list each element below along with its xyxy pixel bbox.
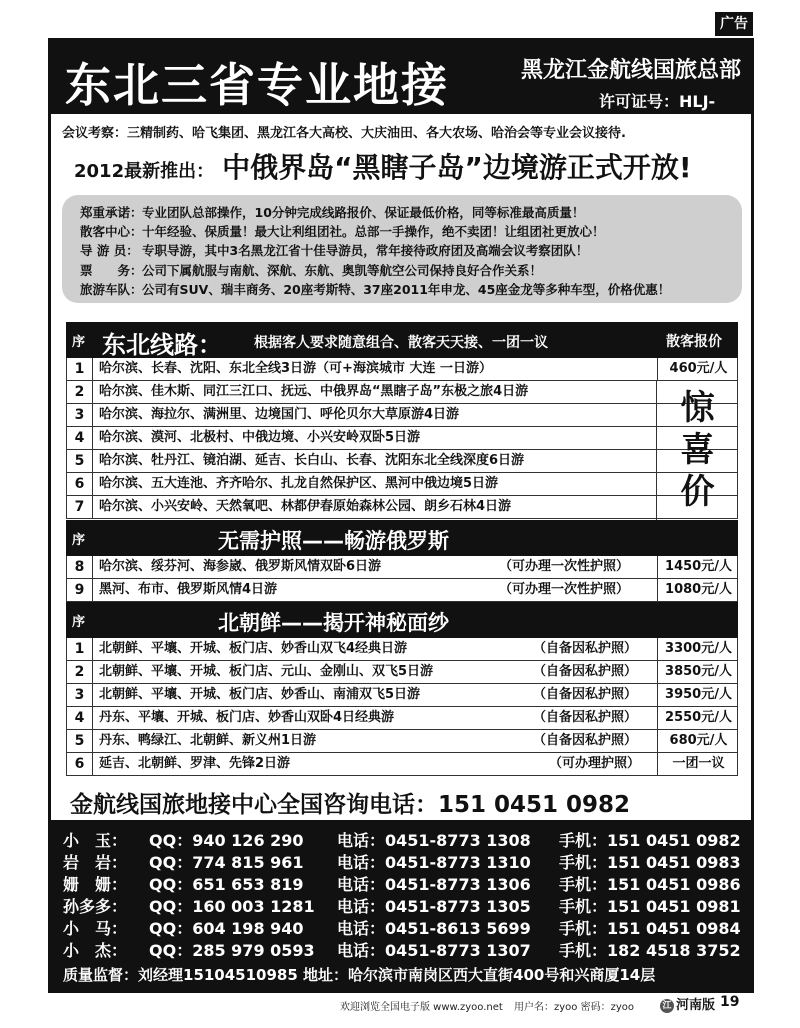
- page-number: 19: [720, 994, 740, 1010]
- promise-key: 票 务：: [80, 262, 143, 278]
- contact-name: 小 玉：: [63, 831, 128, 850]
- edition-label: [660, 994, 715, 1012]
- route-price: 2550元/人: [657, 707, 739, 729]
- contact-qq: QQ：940 126 290: [149, 831, 304, 850]
- promise-box: [62, 195, 742, 303]
- table-row: [66, 473, 738, 496]
- route-note: （自备因私护照）: [533, 710, 638, 725]
- contact-qq: QQ：285 979 0593: [149, 941, 315, 960]
- contact-row: [51, 828, 751, 850]
- table-row: [66, 427, 738, 450]
- promise-key: 散客中心：: [80, 224, 143, 240]
- contact-phone: 电话：0451-8613 5699: [337, 919, 531, 938]
- route-price: 1450元/人: [657, 556, 739, 578]
- route-price: 3300元/人: [657, 638, 739, 660]
- surprise-char: 喜: [680, 430, 715, 470]
- route-text: 北朝鲜、平壤、开城、板门店、妙香山双飞4经典日游: [99, 641, 408, 656]
- col-no-header: 序: [72, 615, 86, 630]
- contact-phone: 电话：0451-8773 1310: [337, 853, 531, 872]
- promise-row: [80, 222, 732, 241]
- headline: 东北三省专业地接: [65, 58, 449, 112]
- route-note: （自备因私护照）: [533, 733, 638, 748]
- surprise-price-label: [656, 381, 738, 522]
- col-no-header: 序: [72, 335, 86, 350]
- surprise-char: 价: [680, 472, 715, 512]
- table-row: [66, 661, 738, 684]
- row-number: 3: [67, 684, 93, 706]
- route-price: 1080元/人: [657, 579, 739, 601]
- route-text: 北朝鲜、平壤、开城、板门店、妙香山、南浦双飞5日游: [99, 687, 421, 702]
- table-row: [66, 381, 738, 404]
- row-number: 3: [67, 404, 93, 426]
- section-subtitle: 根据客人要求随意组合、散客天天接、一团一议: [254, 335, 548, 351]
- edition-badge-icon: 江: [660, 999, 674, 1013]
- section-header-russia: [66, 520, 738, 556]
- promise-text: 公司下属航服与南航、深航、东航、奥凯等航空公司保持良好合作关系！: [142, 262, 543, 278]
- section-header-north-korea: [66, 602, 738, 638]
- route-text: 哈尔滨、海拉尔、满洲里、边境国门、呼伦贝尔大草原游4日游: [99, 407, 460, 422]
- promise-text: 专职导游，其中3名黑龙江省十佳导游员，常年接待政府团及高端会议考察团队！: [142, 243, 589, 259]
- contact-row: [51, 916, 751, 938]
- contact-phone: 电话：0451-8773 1308: [337, 831, 531, 850]
- route-text: 哈尔滨、牡丹江、镜泊湖、延吉、长白山、长春、沈阳东北全线深度6日游: [99, 453, 525, 468]
- route-text: 北朝鲜、平壤、开城、板门店、元山、金刚山、双飞5日游: [99, 664, 434, 679]
- table-row: [66, 358, 738, 381]
- row-number: 6: [67, 473, 93, 495]
- route-text: 哈尔滨、小兴安岭、天然氧吧、林都伊春原始森林公园、朗乡石林4日游: [99, 499, 512, 514]
- table-row: [66, 404, 738, 427]
- table-row: [66, 707, 738, 730]
- table-row: [66, 753, 738, 776]
- promise-key: 导 游 员：: [80, 243, 139, 259]
- row-number: 4: [67, 707, 93, 729]
- promise-text: 十年经验、保质量！最大让利组团社。总部一手操作，绝不卖团！让组团社更放心！: [142, 224, 605, 240]
- contact-row: [51, 850, 751, 872]
- row-number: 7: [67, 496, 93, 518]
- route-note: （可办理护照）: [549, 756, 641, 771]
- route-text: 哈尔滨、长春、沈阳、东北全线3日游（可+海滨城市 大连 一日游）: [99, 361, 492, 376]
- agency-name: 黑龙江金航线国旅总部: [521, 58, 742, 83]
- license-number: 许可证号：HLJ-01279: [599, 92, 716, 131]
- promise-key: 郑重承诺：: [80, 205, 143, 220]
- section-title: 北朝鲜——揭开神秘面纱: [218, 611, 449, 635]
- footer-browse: 欢迎浏览全国电子版 www.zyoo.net: [340, 1002, 503, 1013]
- section-title: 无需护照——畅游俄罗斯: [218, 529, 449, 553]
- contact-name: 岩 岩：: [63, 853, 128, 872]
- contact-mobile: 手机：151 0451 0986: [559, 875, 741, 894]
- route-price: 3850元/人: [657, 661, 739, 683]
- route-price: 3950元/人: [657, 684, 739, 706]
- section-title: 东北线路：: [102, 331, 222, 359]
- table-row: [66, 730, 738, 753]
- price-header: 散客报价: [666, 334, 722, 350]
- route-text: 哈尔滨、绥芬河、海参崴、俄罗斯风情双卧6日游: [99, 559, 382, 574]
- contact-mobile: 手机：182 4518 3752: [559, 941, 741, 960]
- contact-name: 孙多多：: [63, 897, 128, 916]
- route-text: 哈尔滨、五大连池、齐齐哈尔、扎龙自然保护区、黑河中俄边境5日游: [99, 476, 499, 491]
- promo-main: 中俄界岛“黑瞎子岛”边境游正式开放!: [222, 151, 692, 184]
- promise-text: 公司有SUV、瑞丰商务、20座考斯特、37座2011年申龙、45座金龙等多种车型，价格优惠！: [142, 281, 671, 297]
- contact-name: 小 马：: [63, 919, 128, 938]
- route-text: 哈尔滨、漠河、北极村、中俄边境、小兴安岭双卧5日游: [99, 430, 421, 445]
- ad-tag: 广告: [715, 12, 753, 36]
- promise-row: [80, 261, 732, 280]
- route-note: （自备因私护照）: [533, 664, 638, 679]
- route-text: 哈尔滨、佳木斯、同江三江口、抚远、中俄界岛“黑瞎子岛”东极之旅4日游: [99, 384, 529, 399]
- contact-row: [51, 938, 751, 960]
- contact-phone: 电话：0451-8773 1305: [337, 897, 531, 916]
- row-number: 8: [67, 556, 93, 578]
- contact-qq: QQ：651 653 819: [149, 875, 304, 894]
- contact-mobile: 手机：151 0451 0982: [559, 831, 741, 850]
- edition-name: 河南版: [676, 998, 716, 1013]
- row-number: 1: [67, 358, 93, 380]
- table-row: [66, 496, 738, 519]
- route-text: 黑河、布市、俄罗斯风情4日游: [99, 582, 278, 597]
- col-no-header: 序: [72, 533, 86, 548]
- contact-name: 小 杰：: [63, 941, 128, 960]
- contacts-panel: [51, 820, 751, 990]
- row-number: 5: [67, 450, 93, 472]
- quality-supervision: 质量监督：刘经理15104510985 地址：哈尔滨市南岗区西大直街400号和兴商厦14层: [63, 966, 656, 984]
- route-price: 一团一议: [657, 753, 739, 775]
- route-note: （自备因私护照）: [533, 641, 638, 656]
- row-number: 9: [67, 579, 93, 601]
- section-header-northeast: [66, 322, 738, 358]
- promise-text: 专业团队总部操作，10分钟完成线路报价、保证最低价格，同等标准最高质量！: [142, 205, 585, 220]
- table-row: [66, 450, 738, 473]
- contact-qq: QQ：604 198 940: [149, 919, 304, 938]
- promo-prefix: 2012最新推出：: [74, 161, 215, 182]
- contact-row: [51, 894, 751, 916]
- footer-login: 用户名：zyoo 密码：zyoo: [514, 1002, 634, 1013]
- row-number: 2: [67, 381, 93, 403]
- route-note: （可办理一次性护照）: [499, 582, 630, 597]
- promise-row: [80, 203, 732, 222]
- route-note: （可办理一次性护照）: [499, 559, 630, 574]
- route-note: （自备因私护照）: [533, 687, 638, 702]
- contact-phone: 电话：0451-8773 1306: [337, 875, 531, 894]
- table-row: [66, 684, 738, 707]
- row-number: 2: [67, 661, 93, 683]
- contact-mobile: 手机：151 0451 0984: [559, 919, 741, 938]
- promo-line: [74, 146, 692, 186]
- row-number: 5: [67, 730, 93, 752]
- route-price: 460元/人: [657, 358, 739, 380]
- route-price: 680元/人: [657, 730, 739, 752]
- contact-qq: QQ：774 815 961: [149, 853, 304, 872]
- table-row: [66, 579, 738, 602]
- promise-key: 旅游车队：: [80, 281, 143, 297]
- header-banner: [51, 41, 751, 131]
- table-row: [66, 556, 738, 579]
- surprise-char: 惊: [680, 388, 715, 428]
- conference-line: 会议考察：三精制药、哈飞集团、黑龙江各大高校、大庆油田、各大农场、哈治会等专业会议接待.: [62, 126, 626, 141]
- route-text: 丹东、鸭绿江、北朝鲜、新义州1日游: [99, 733, 317, 748]
- row-number: 1: [67, 638, 93, 660]
- promise-row: [80, 280, 732, 299]
- route-text: 延吉、北朝鲜、罗津、先锋2日游: [99, 756, 291, 771]
- contact-phone: 电话：0451-8773 1307: [337, 941, 531, 960]
- contact-mobile: 手机：151 0451 0981: [559, 897, 741, 916]
- table-row: [66, 638, 738, 661]
- contact-name: 姗 姗：: [63, 875, 128, 894]
- route-text: 丹东、平壤、开城、板门店、妙香山双卧4日经典游: [99, 710, 395, 725]
- hotline: 金航线国旅地接中心全国咨询电话：151 0451 0982: [70, 792, 631, 818]
- contact-row: [51, 872, 751, 894]
- contact-mobile: 手机：151 0451 0983: [559, 853, 741, 872]
- contact-qq: QQ：160 003 1281: [149, 897, 315, 916]
- row-number: 4: [67, 427, 93, 449]
- row-number: 6: [67, 753, 93, 775]
- promise-row: [80, 241, 732, 260]
